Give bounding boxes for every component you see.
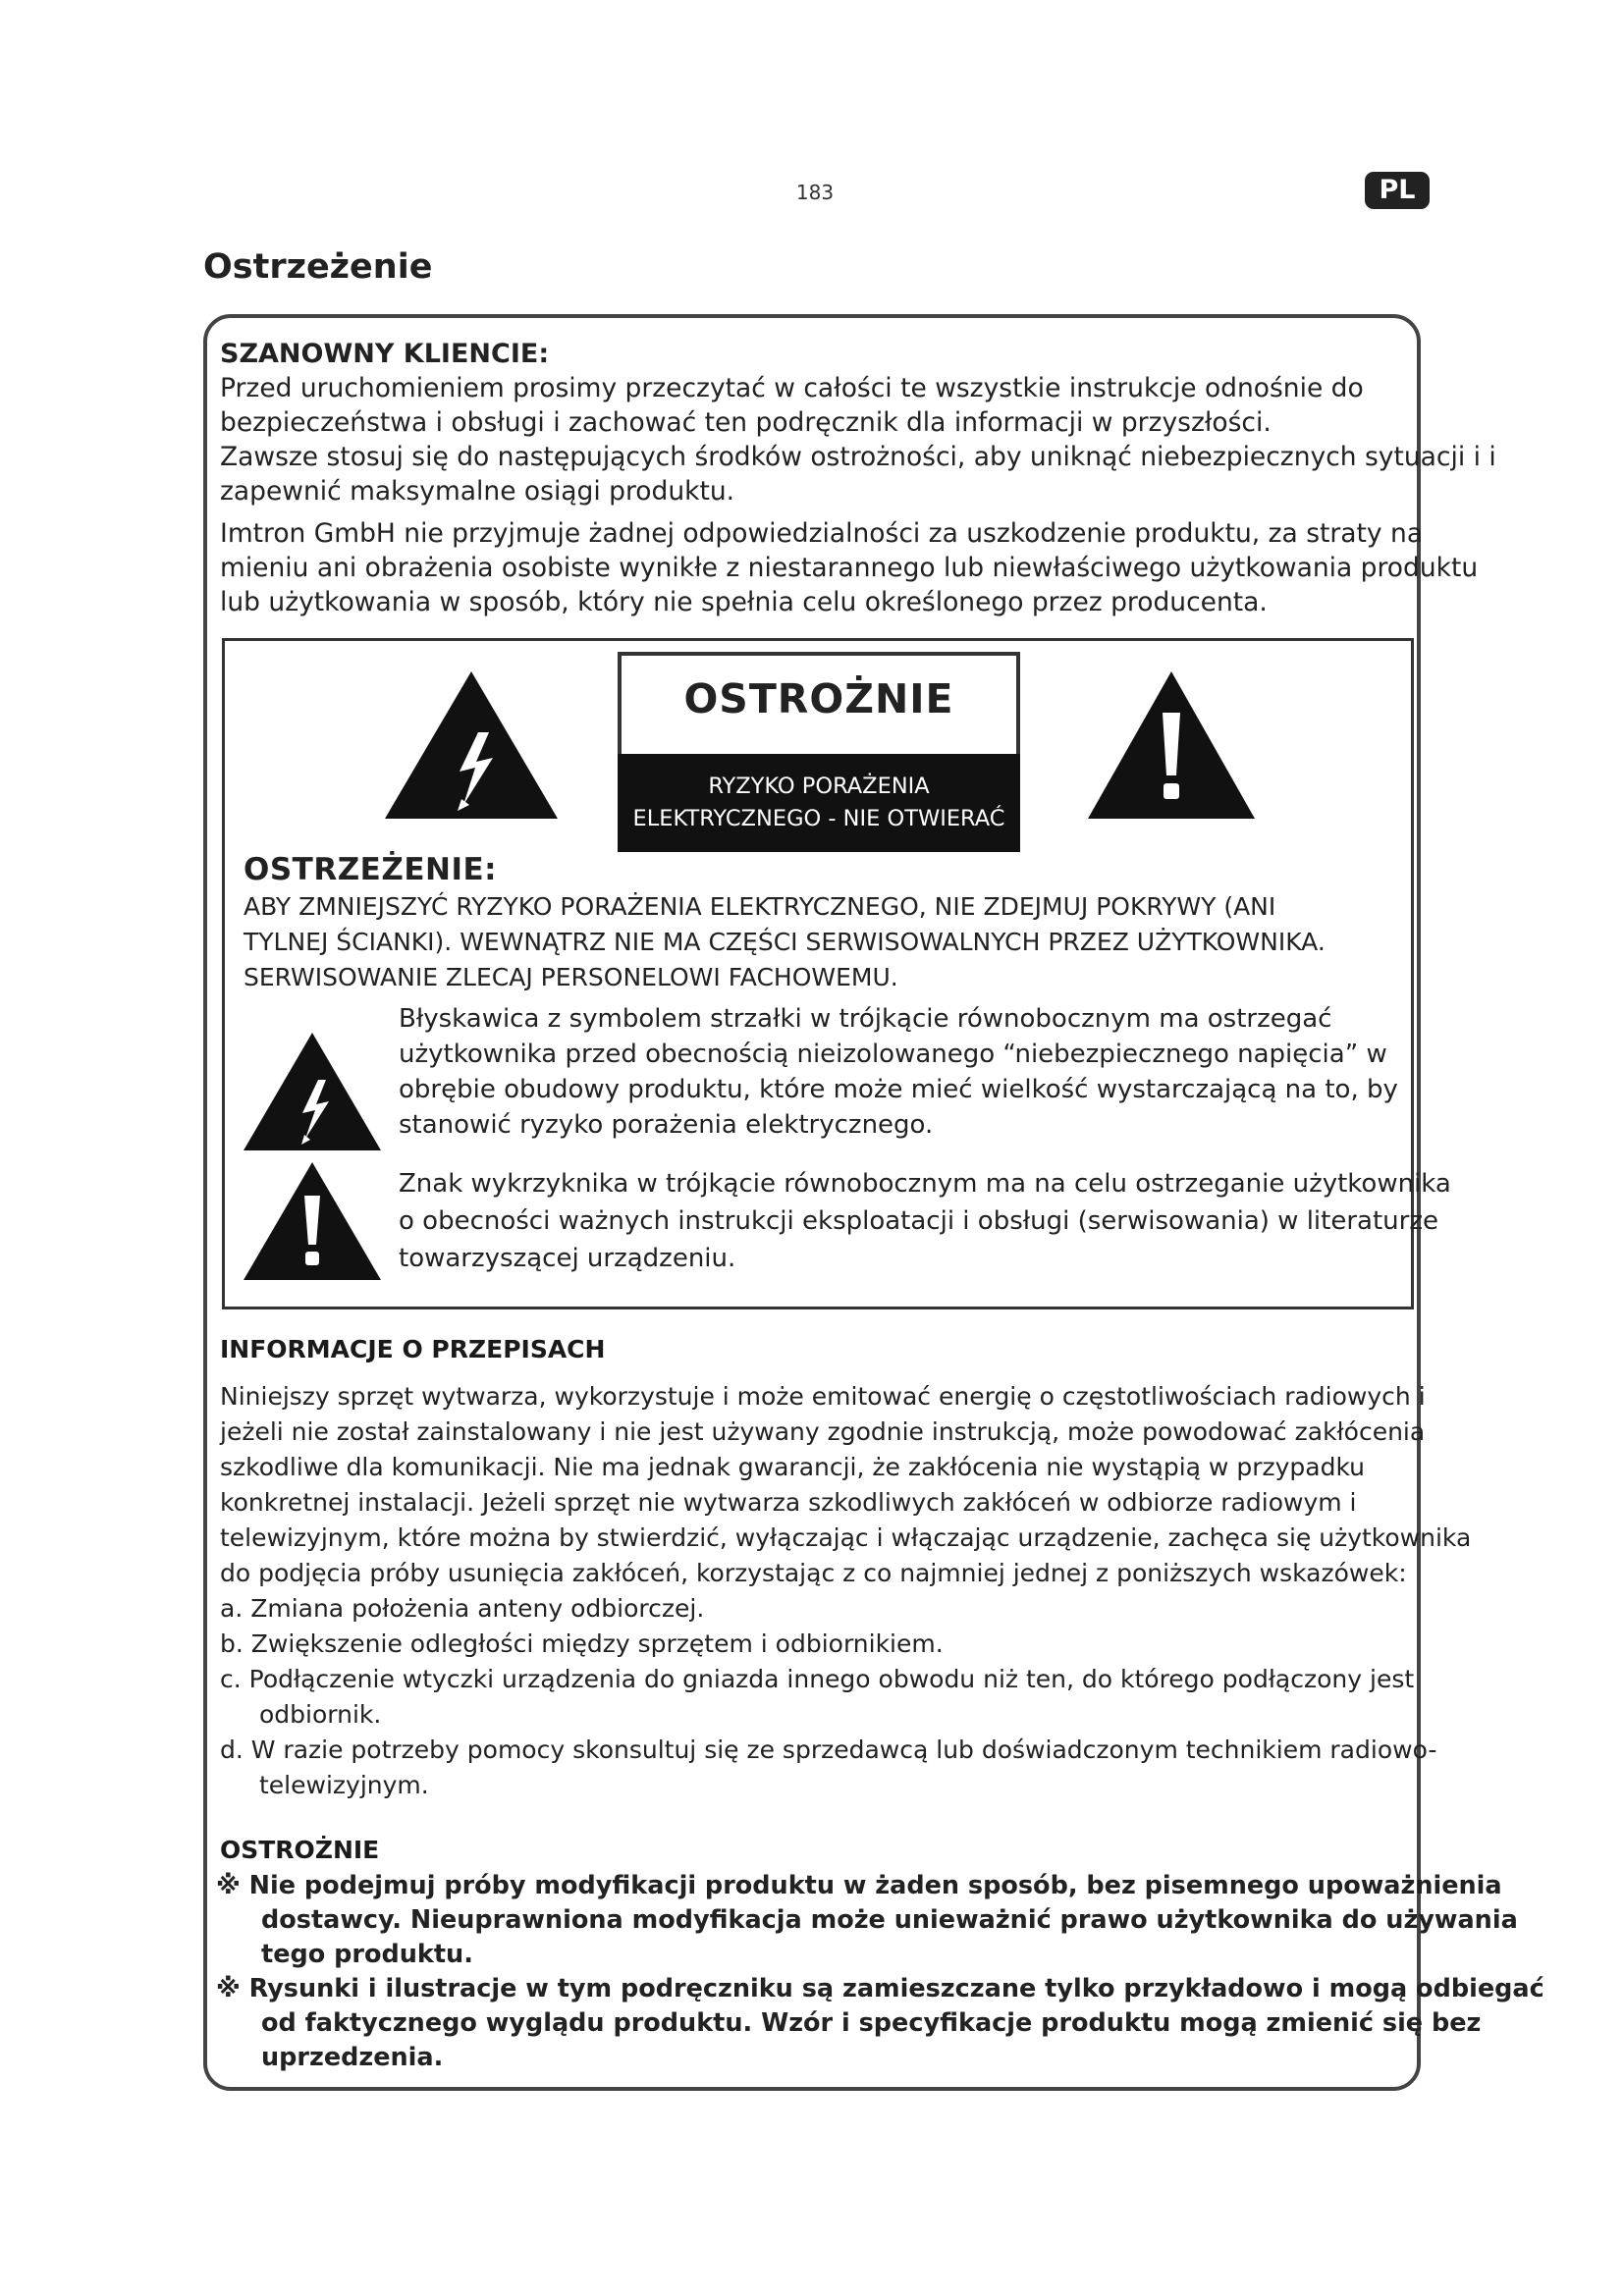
regulations-text bbox=[220, 1379, 1471, 1803]
warning-line: SERWISOWANIE ZLECAJ PERSONELOWI FACHOWEMU. bbox=[244, 963, 898, 991]
list-item: c. Podłączenie wtyczki urządzenia do gniazda innego obwodu niż ten, do którego podłączony jest bbox=[220, 1665, 1415, 1693]
description-line: stanowić ryzyko porażenia elektrycznego. bbox=[399, 1110, 934, 1140]
description-line: o obecności ważnych instrukcji eksploatacji i obsługi (serwisowania) w literaturze bbox=[399, 1206, 1438, 1236]
intro-heading: SZANOWNY KLIENCIE: bbox=[220, 339, 550, 369]
note-continuation: od faktycznego wyglądu produktu. Wzór i specyfikacje produktu mogą zmienić się bez bbox=[261, 2008, 1482, 2038]
list-item-continuation: odbiornik. bbox=[259, 1700, 382, 1729]
language-badge: PL bbox=[1365, 172, 1430, 209]
exclamation-description bbox=[399, 1165, 1451, 1277]
note-item: ※ Rysunki i ilustracje w tym podręczniku są zamieszczane tylko przykładowo i mogą odbiegać bbox=[216, 1974, 1544, 2003]
list-item: d. W razie potrzeby pomocy skonsultuj się ze sprzedawcą lub doświadczonym technikiem radiowo- bbox=[220, 1735, 1437, 1764]
description-line: towarzyszącej urządzeniu. bbox=[399, 1244, 736, 1273]
intro-line: zapewnić maksymalne osiągi produktu. bbox=[220, 476, 735, 507]
regulations-line: jeżeli nie został zainstalowany i nie jest używany zgodnie instrukcją, może powodować zakłócenia bbox=[220, 1417, 1426, 1446]
regulations-line: szkodliwe dla komunikacji. Nie ma jednak gwarancji, że zakłócenia nie wystąpią w przypadku bbox=[220, 1453, 1366, 1481]
note-item: ※ Nie podejmuj próby modyfikacji produktu w żaden sposób, bez pisemnego upoważnienia bbox=[216, 1871, 1502, 1900]
note-continuation: tego produktu. bbox=[261, 1940, 473, 1969]
warning-line: TYLNEJ ŚCIANKI). WEWNĄTRZ NIE MA CZĘŚCI SERWISOWALNYCH PRZEZ UŻYTKOWNIKA. bbox=[244, 928, 1326, 956]
caution-notes bbox=[216, 1869, 1544, 2075]
disclaimer-line: lub użytkowania w sposób, który nie spełnia celu określonego przez producenta. bbox=[220, 587, 1268, 617]
intro-line: bezpieczeństwa i obsługi i zachować ten podręcznik dla informacji w przyszłości. bbox=[220, 407, 1272, 438]
disclaimer-line: Imtron GmbH nie przyjmuje żadnej odpowiedzialności za uszkodzenie produktu, za straty na bbox=[220, 518, 1424, 549]
note-continuation: dostawcy. Nieuprawniona modyfikacja może unieważnić prawo użytkownika do używania bbox=[261, 1905, 1518, 1935]
regulations-line: Niniejszy sprzęt wytwarza, wykorzystuje i może emitować energię o częstotliwościach radiowych i bbox=[220, 1382, 1426, 1411]
intro-line: Przed uruchomieniem prosimy przeczytać w całości te wszystkie instrukcje odnośnie do bbox=[220, 373, 1364, 403]
warning-heading: OSTRZEŻENIE: bbox=[244, 852, 498, 887]
warning-line: ABY ZMNIEJSZYĆ RYZYKO PORAŻENIA ELEKTRYCZNEGO, NIE ZDEJMUJ POKRYWY (ANI bbox=[244, 892, 1276, 921]
caution-title: OSTROŻNIE bbox=[683, 675, 954, 722]
caution-subtitle bbox=[618, 754, 1020, 852]
exclamation-warning-icon bbox=[1088, 671, 1255, 823]
warning-text bbox=[244, 889, 1326, 995]
list-item: b. Zwiększenie odległości między sprzętem i odbiornikiem. bbox=[220, 1629, 944, 1658]
list-item-continuation: telewizyjnym. bbox=[259, 1771, 429, 1799]
description-line: Znak wykrzyknika w trójkącie równobocznym ma na celu ostrzeganie użytkownika bbox=[399, 1169, 1451, 1199]
caution-subtitle-line: RYZYKO PORAŻENIA bbox=[708, 774, 930, 799]
disclaimer-line: mieniu ani obrażenia osobiste wynikłe z niestarannego lub niewłaściwego użytkowania produktu bbox=[220, 553, 1479, 583]
intro-text bbox=[220, 371, 1496, 619]
description-line: obrębie obudowy produktu, które może mieć wielkość wystarczającą na to, by bbox=[399, 1075, 1398, 1104]
lightning-description bbox=[399, 1001, 1398, 1143]
regulations-line: telewizyjnym, które można by stwierdzić, wyłączając i włączając urządzenie, zachęca się użytkownika bbox=[220, 1523, 1472, 1552]
page-number: 183 bbox=[795, 181, 835, 204]
list-item: a. Zmiana położenia anteny odbiorczej. bbox=[220, 1594, 705, 1623]
description-line: użytkownika przed obecnością nieizolowanego “niebezpiecznego napięcia” w bbox=[399, 1040, 1387, 1069]
note-continuation: uprzedzenia. bbox=[261, 2043, 444, 2072]
caution-label bbox=[618, 652, 1020, 848]
regulations-line: konkretnej instalacji. Jeżeli sprzęt nie wytwarza szkodliwych zakłóceń w odbiorze radiowym i bbox=[220, 1488, 1357, 1517]
page-title: Ostrzeżenie bbox=[203, 247, 433, 287]
lightning-warning-icon bbox=[385, 671, 558, 823]
intro-line: Zawsze stosuj się do następujących środków ostrożności, aby uniknąć niebezpiecznych sytuacji i i bbox=[220, 442, 1496, 472]
caution-notes-heading: OSTROŻNIE bbox=[220, 1836, 380, 1864]
exclamation-symbol-icon bbox=[244, 1162, 381, 1284]
regulations-line: do podjęcia próby usunięcia zakłóceń, korzystając z co najmniej jednej z poniższych wskazówek: bbox=[220, 1559, 1407, 1587]
description-line: Błyskawica z symbolem strzałki w trójkącie równobocznym ma ostrzegać bbox=[399, 1004, 1332, 1034]
regulations-heading: INFORMACJE O PRZEPISACH bbox=[220, 1335, 606, 1363]
lightning-symbol-icon bbox=[244, 1033, 381, 1154]
caution-subtitle-line: ELEKTRYCZNEGO - NIE OTWIERAĆ bbox=[632, 806, 1005, 831]
